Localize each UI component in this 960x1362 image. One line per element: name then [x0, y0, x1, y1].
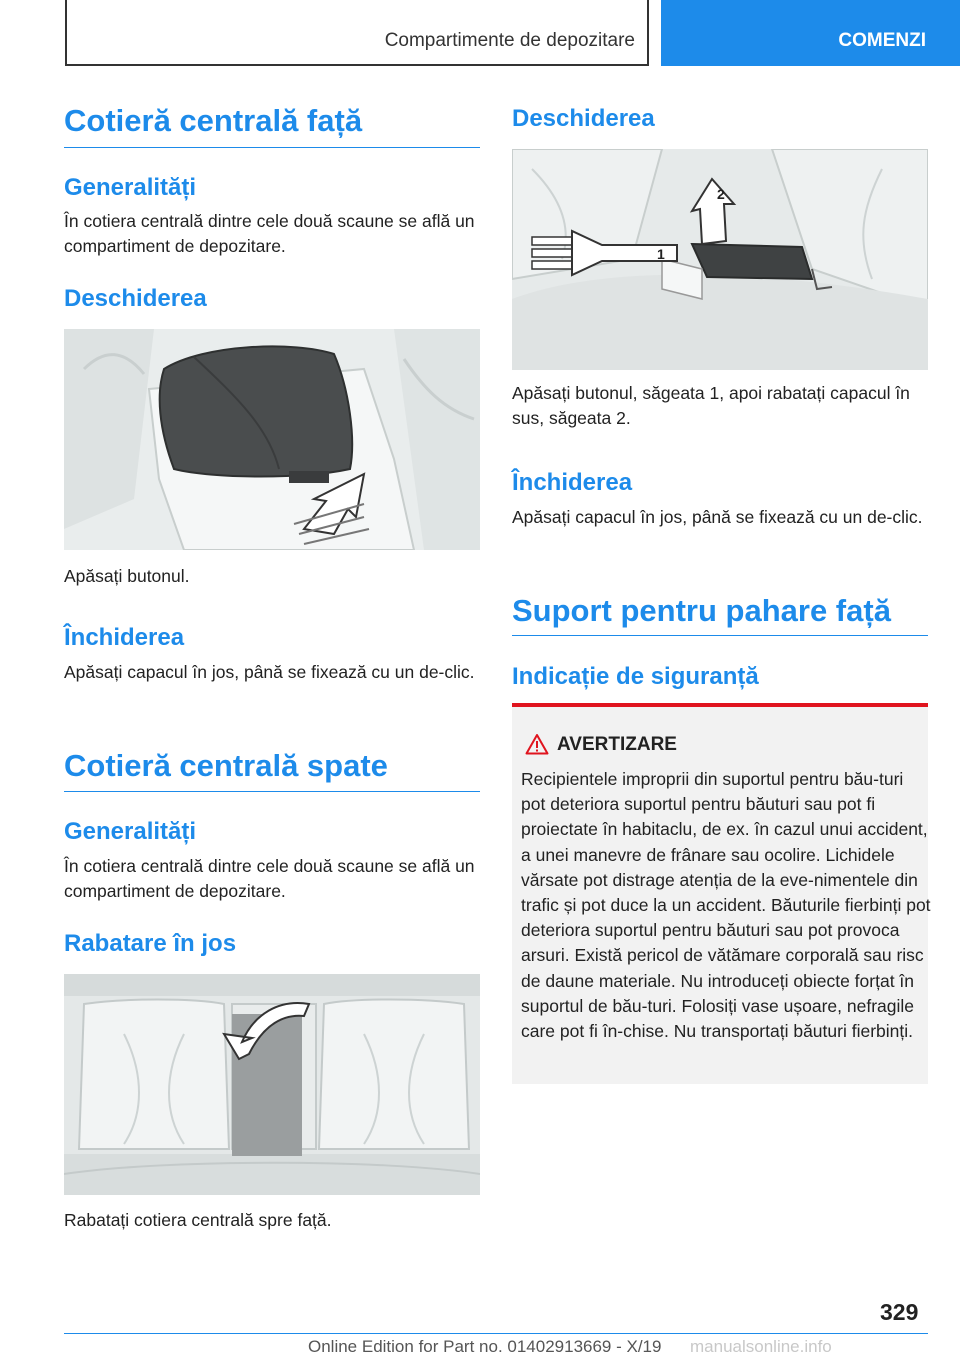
rear-armrest-image [64, 974, 480, 1195]
front-general-text: În cotiera centrală dintre cele două scaune se află un compartiment de depozitare. [64, 211, 475, 256]
cupholder-title: Suport pentru pahare față [512, 593, 891, 628]
header-chapter-title: COMENZI [838, 30, 926, 51]
rear-open-illustration [512, 149, 928, 370]
rear-armrest-illustration [64, 974, 480, 1195]
front-open-caption: Apăsați butonul. [64, 566, 190, 586]
rear-general-text: În cotiera centrală dintre cele două scaune se află un compartiment de depozitare. [64, 856, 475, 901]
rear-open-heading: Deschiderea [512, 105, 655, 132]
front-close-text: Apăsați capacul în jos, până se fixează cu un de-clic. [64, 662, 475, 682]
warning-text: Recipientele improprii din suportul pentru bău-turi pot deteriora suportul pentru băuturi sau pot fi proiectate în habitaclu, de ex. în cazul unui accident, a unei manevre de frânare sau ocolire. Lichidele vărsate pot distrage atenția de la eve-nimentele din trafic și pot duce la un accident. Băuturile fierbinți pot deteriora suportul pentru băuturi sau pot provoca arsuri. Există pericol de vătămare corporală sau risc de daune materiale. Nu introduceți obiecte forțat în suportul de bău-turi. Folosiți vase ușoare, nefragile care pot fi în-chise. Nu transportați băuturi fierbinți. [521, 769, 931, 1042]
arrow-2-label: 2 [717, 186, 725, 202]
page-number: 329 [880, 1299, 919, 1325]
rear-fold-heading: Rabatare în jos [64, 930, 237, 957]
front-armrest-title: Cotieră centrală față [64, 103, 363, 138]
front-close-heading: Închiderea [64, 624, 185, 651]
warning-triangle-icon [525, 733, 549, 755]
rear-close-text: Apăsați capacul în jos, până se fixează cu un de-clic. [512, 507, 923, 527]
rear-open-image [512, 149, 928, 370]
rear-armrest-title: Cotieră centrală spate [64, 748, 388, 783]
warning-title: AVERTIZARE [557, 734, 677, 755]
rear-general-heading: Generalități [64, 818, 197, 845]
footer-rule [64, 1333, 928, 1334]
header-section-title: Compartimente de depozitare [384, 30, 635, 51]
footer-watermark-url[interactable]: manualsonline.info [690, 1337, 832, 1356]
front-open-heading: Deschiderea [64, 285, 207, 312]
front-armrest-illustration [64, 329, 480, 550]
title-rule [64, 147, 480, 148]
title-rule [64, 791, 480, 792]
arrow-1-label: 1 [657, 246, 665, 262]
front-armrest-image [64, 329, 480, 550]
header-section-tab [65, 0, 649, 66]
rear-fold-caption: Rabatați cotiera centrală spre față. [64, 1210, 332, 1230]
footer-edition: Online Edition for Part no. 01402913669 - X/19 [308, 1337, 662, 1356]
rear-close-heading: Închiderea [512, 469, 633, 496]
safety-heading: Indicație de siguranță [512, 663, 759, 690]
header-chapter-tab[interactable] [661, 0, 960, 66]
front-general-heading: Generalități [64, 174, 197, 201]
warning-box [512, 703, 931, 1084]
title-rule [512, 635, 928, 636]
rear-open-caption: Apăsați butonul, săgeata 1, apoi rabatați capacul în sus, săgeata 2. [512, 383, 910, 428]
